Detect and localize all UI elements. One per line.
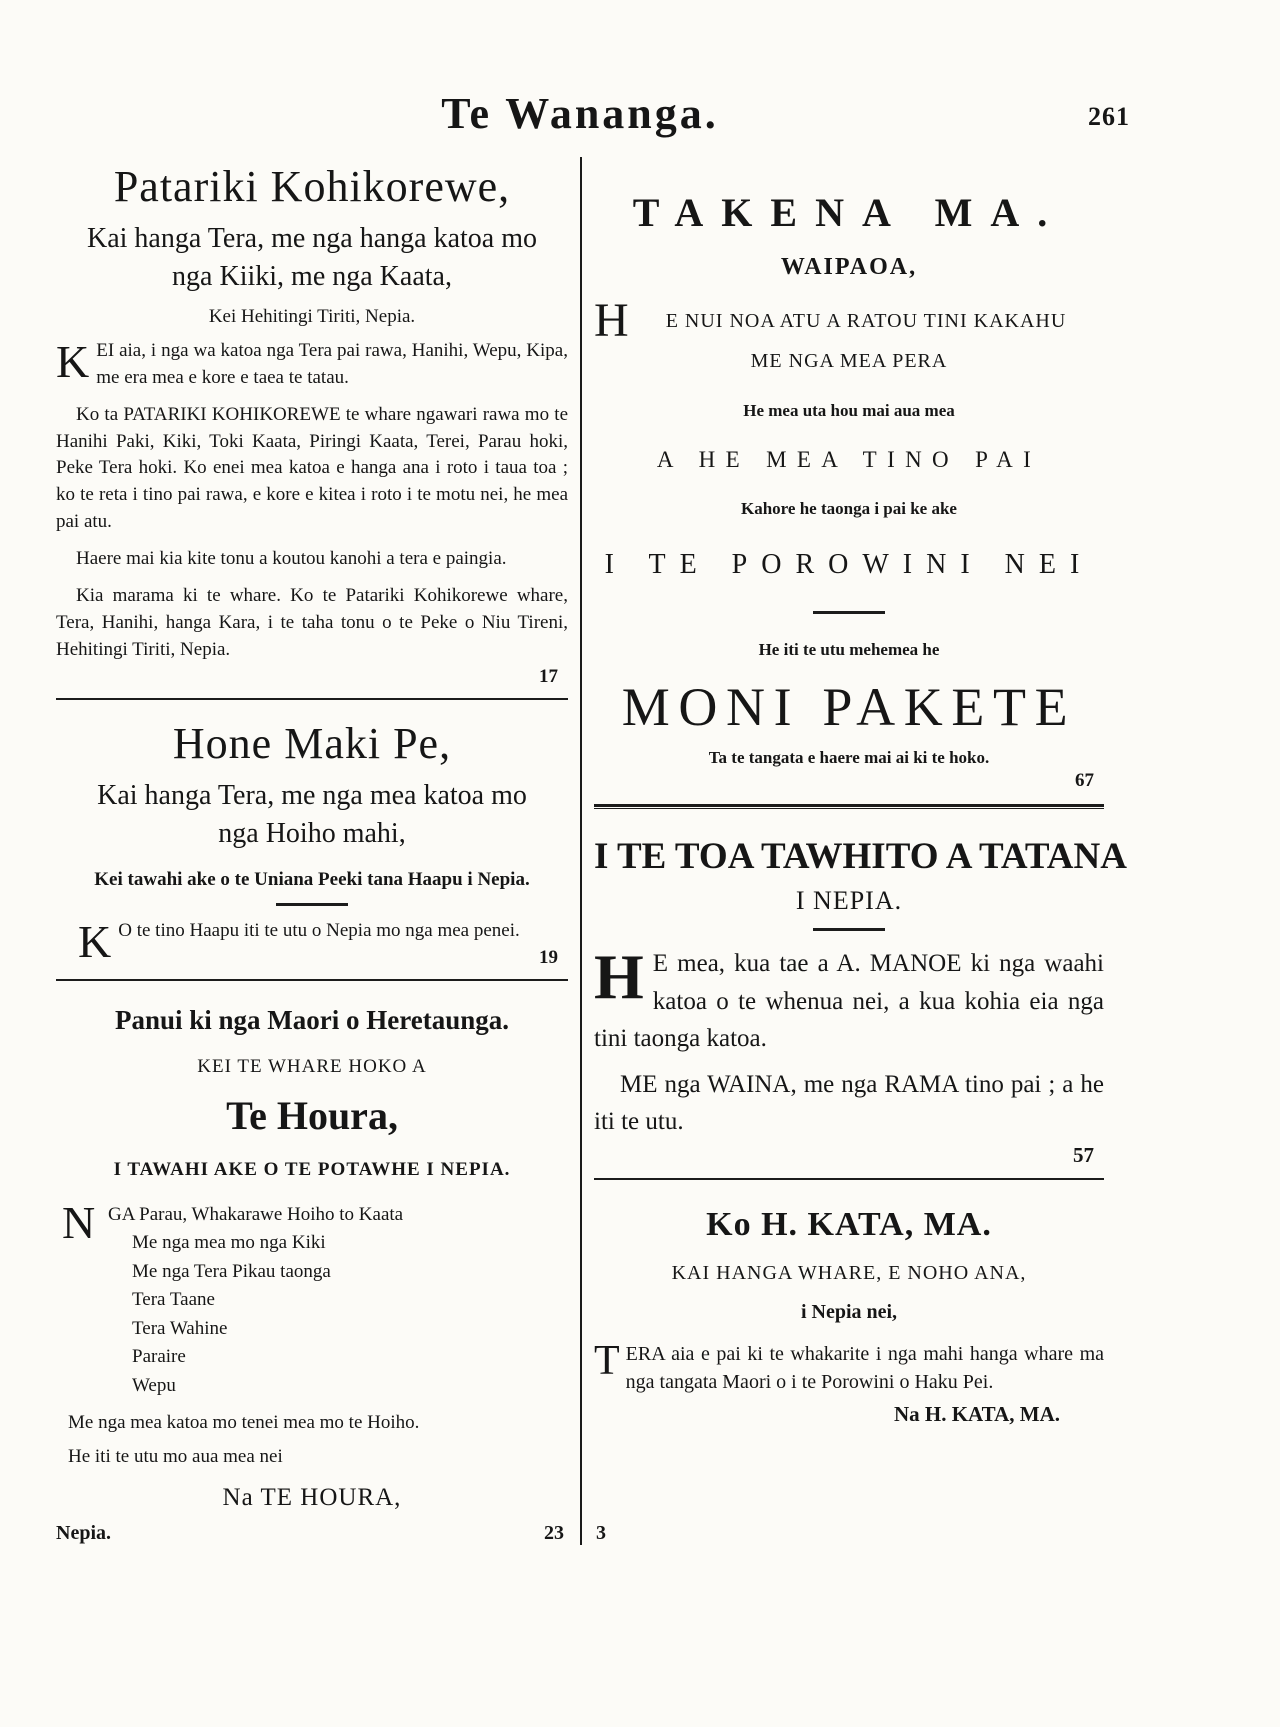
ad-kata-ref: 3 xyxy=(596,1522,606,1544)
left-column-footer xyxy=(56,1522,568,1545)
ad-houra-note-1: Me nga mea katoa mo tenei mea mo te Hoiho. xyxy=(68,1412,420,1434)
footer-place: Nepia. xyxy=(56,1522,111,1544)
paragraph-text: EI aia, i nga wa katoa nga Tera pai rawa, Hanihi, Wepu, Kipa, me era mea e kore e taea te tatau. xyxy=(96,339,568,388)
horizontal-rule xyxy=(56,979,568,981)
ad-takena-ref: 67 xyxy=(1075,770,1094,791)
ad-houra-note-2: He iti te utu mo aua mea nei xyxy=(68,1446,283,1468)
horizontal-rule-heavy xyxy=(594,804,1104,809)
list-item: Paraire xyxy=(132,1346,186,1368)
ad-patariki-paragraph-2: Ko ta PATARIKI KOHIKOREWE te whare ngawari rawa mo te Hanihi Paki, Kiki, Toki Kaata, Piringi Kaata, Terei, Parau hoki, Peke Tera hoki. Ko enei mea katoa e hanga ana i roto i taua toa ; ko te reta i tino pai rawa, e kore e kitea i roto i te motu nei, he mea pai atu. xyxy=(56,403,568,533)
ad-houra-signature: Na TE HOURA, xyxy=(222,1484,402,1512)
ad-takena-spaced-2: I TE POROWINI NEI xyxy=(604,549,1094,580)
ad-takena-title: TAKENA MA. xyxy=(632,190,1066,235)
ad-kata-line2: i Nepia nei, xyxy=(800,1300,898,1323)
ad-kata-paragraph-1 xyxy=(594,1337,1104,1396)
paragraph-text: O te tino Haapu iti te utu o Nepia mo nga mea penei. xyxy=(118,919,520,941)
dropcap-h: H xyxy=(594,294,629,347)
paragraph-text: ERA aia e pai ki te whakarite i nga mahi hanga whare ma nga tangata Maori o i te Porowini o Haku Pei. xyxy=(625,1342,1104,1393)
ad-patariki-subtitle xyxy=(56,220,568,296)
ad-takena xyxy=(594,153,1104,792)
list-item: Tera Wahine xyxy=(132,1317,228,1339)
ad-houra-heading: Panui ki nga Maori o Heretaunga. xyxy=(114,1004,510,1035)
ad-patariki-address: Kei Hehitingi Tiriti, Nepia. xyxy=(208,305,416,327)
list-item: GA Parau, Whakarawe Hoiho to Kaata xyxy=(108,1203,404,1225)
ad-patariki-title: Patariki Kohikorewe, xyxy=(113,162,511,211)
ad-takena-subtitle: WAIPAOA, xyxy=(780,254,918,280)
ad-houra-list xyxy=(56,1196,568,1401)
page-number: 261 xyxy=(1088,102,1130,131)
left-column xyxy=(56,153,568,1545)
ad-patariki xyxy=(56,153,568,688)
ad-patariki-ref: 17 xyxy=(539,666,558,688)
horizontal-rule xyxy=(594,1178,1104,1180)
masthead xyxy=(0,0,1280,153)
ad-hone-subtitle xyxy=(56,777,568,853)
dropcap-n: N xyxy=(62,1196,96,1248)
ad-tatana-title: I TE TOA TAWHITO A TATANA xyxy=(594,836,1127,877)
ad-patariki-subtitle-line1: Kai hanga Tera, me nga hanga katoa mo xyxy=(86,223,537,254)
ad-takena-big-line: MONI PAKETE xyxy=(621,677,1077,737)
ad-kata-signature: Na H. KATA, MA. xyxy=(893,1401,1060,1426)
ad-takena-note-1: He mea uta hou mai aua mea xyxy=(743,401,955,420)
list-item: Tera Taane xyxy=(132,1289,215,1311)
dropcap-t: T xyxy=(594,1337,620,1384)
ad-tatana-ref: 57 xyxy=(1073,1142,1094,1167)
short-rule xyxy=(276,903,348,906)
ad-takena-note-2: Kahore he taonga i pai ke ake xyxy=(741,499,957,518)
dropcap-k: K xyxy=(78,915,112,967)
ad-hone-ref: 19 xyxy=(539,946,558,968)
list-item: Me nga mea mo nga Kiki xyxy=(132,1232,326,1254)
ad-tatana xyxy=(594,821,1127,1168)
ad-hone-subtitle-line2: nga Hoiho mahi, xyxy=(218,818,406,850)
ad-hone-title: Hone Maki Pe, xyxy=(172,719,452,769)
ad-houra-name: Te Houra, xyxy=(226,1092,398,1138)
ad-patariki-subtitle-line2: nga Kiiki, me nga Kaata, xyxy=(172,260,452,292)
ad-takena-cap-line2: ME NGA MEA PERA xyxy=(750,350,948,372)
masthead-title: Te Wananga. xyxy=(441,89,719,138)
dropcap-h: H xyxy=(594,941,644,1012)
ad-patariki-paragraph-3: Haere mai kia kite tonu a koutou kanohi a tera e paingia. xyxy=(76,548,507,570)
ad-kata xyxy=(594,1190,1104,1427)
ad-houra-line1: KEI TE WHARE HOKO A xyxy=(197,1055,427,1077)
columns xyxy=(0,153,1280,1545)
ad-houra xyxy=(56,991,568,1513)
ad-takena-note-3: He iti te utu mehemea he xyxy=(758,640,940,659)
list-item: Me nga Tera Pikau taonga xyxy=(132,1260,331,1282)
ad-kata-title: Ko H. KATA, MA. xyxy=(706,1205,992,1243)
ad-tatana-paragraph-1 xyxy=(594,941,1104,1058)
ad-hone-address: Kei tawahi ake o te Uniana Peeki tana Haapu i Nepia. xyxy=(94,868,530,890)
short-rule xyxy=(813,928,885,931)
dropcap-k: K xyxy=(56,335,90,387)
ad-hone-subtitle-line1: Kai hanga Tera, me nga mea katoa mo xyxy=(97,780,527,812)
ad-tatana-subtitle: I NEPIA. xyxy=(795,886,903,915)
ad-takena-tagline: Ta te tangata e haere mai ai ki te hoko. xyxy=(708,748,990,767)
ad-houra-line2: I TAWAHI AKE O TE POTAWHE I NEPIA. xyxy=(113,1158,511,1180)
ad-tatana-paragraph-2: ME nga WAINA, me nga RAMA tino pai ; a he iti te utu. xyxy=(594,1070,1104,1135)
ad-hone xyxy=(56,710,568,969)
ad-takena-spaced-1: A HE MEA TINO PAI xyxy=(656,447,1042,472)
ad-patariki-paragraph-4: Kia marama ki te whare. Ko te Patariki Kohikorewe whare, Tera, Hanihi, hanga Kara, i te taha tonu o te Peke o Niu Tireni, Hehitingi Tiriti, Nepia. xyxy=(56,585,568,661)
right-column-footer xyxy=(594,1522,1104,1545)
ad-patariki-paragraph-1 xyxy=(56,335,568,392)
list-item: Wepu xyxy=(132,1374,176,1396)
ad-kata-line1: KAI HANGA WHARE, E NOHO ANA, xyxy=(671,1261,1027,1284)
horizontal-rule xyxy=(56,698,568,700)
ad-takena-cap-line1: E NUI NOA ATU A RATOU TINI KAKAHU xyxy=(665,310,1067,332)
ad-takena-opening xyxy=(594,294,1104,375)
ad-houra-ref: 23 xyxy=(544,1522,564,1544)
right-column xyxy=(594,153,1127,1545)
short-rule xyxy=(813,611,885,614)
column-divider xyxy=(580,157,582,1545)
paragraph-text: E mea, kua tae a A. MANOE ki nga waahi katoa o te whenua nei, a kua kohia eia nga tini taonga katoa. xyxy=(594,950,1104,1052)
